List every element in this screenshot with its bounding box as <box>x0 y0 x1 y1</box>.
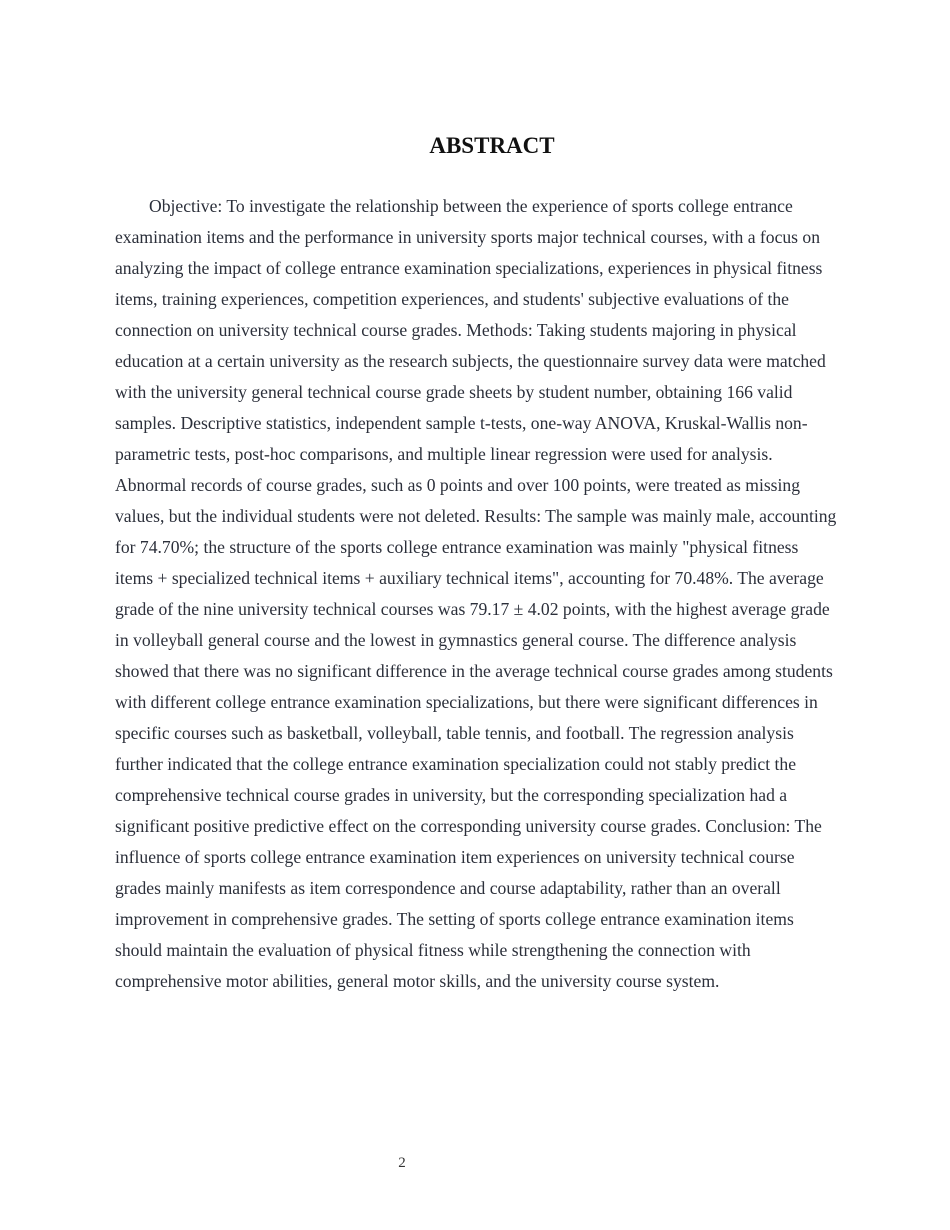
page-number: 2 <box>398 1155 406 1171</box>
abstract-heading: ABSTRACT <box>429 133 555 158</box>
abstract-paragraph: Objective: To investigate the relationship between the experience of sports college entrance examination items and the performance in university sports major technical courses, with a focus on analyzing the impact of college entrance examination specializations, experiences in physical fitness items, training experiences, competition experiences, and students' subjective evaluations of the connection on university technical course grades. Methods: Taking students majoring in physical education at a certain university as the research subjects, the questionnaire survey data were matched with the university general technical course grade sheets by student number, obtaining 166 valid samples. Descriptive statistics, independent sample t-tests, one-way ANOVA, Kruskal-Wallis non-parametric tests, post-hoc comparisons, and multiple linear regression were used for analysis. Abnormal records of course grades, such as 0 points and over 100 points, were treated as missing values, but the individual students were not deleted. Results: The sample was mainly male, accounting for 74.70%; the structure of the sports college entrance examination was mainly "physical fitness items + specialized technical items + auxiliary technical items", accounting for 70.48%. The average grade of the nine university technical courses was 79.17 ± 4.02 points, with the highest average grade in volleyball general course and the lowest in gymnastics general course. The difference analysis showed that there was no significant difference in the average technical course grades among students with different college entrance examination specializations, but there were significant differences in specific courses such as basketball, volleyball, table tennis, and football. The regression analysis further indicated that the college entrance examination specialization could not stably predict the comprehensive technical course grades in university, but the corresponding specialization had a significant positive predictive effect on the corresponding university course grades. Conclusion: The influence of sports college entrance examination item experiences on university technical course grades mainly manifests as item correspondence and course adaptability, rather than an overall improvement in comprehensive grades. The setting of sports college entrance examination items should maintain the evaluation of physical fitness while strengthening the connection with comprehensive motor abilities, general motor skills, and the university course system. <box>115 196 837 991</box>
